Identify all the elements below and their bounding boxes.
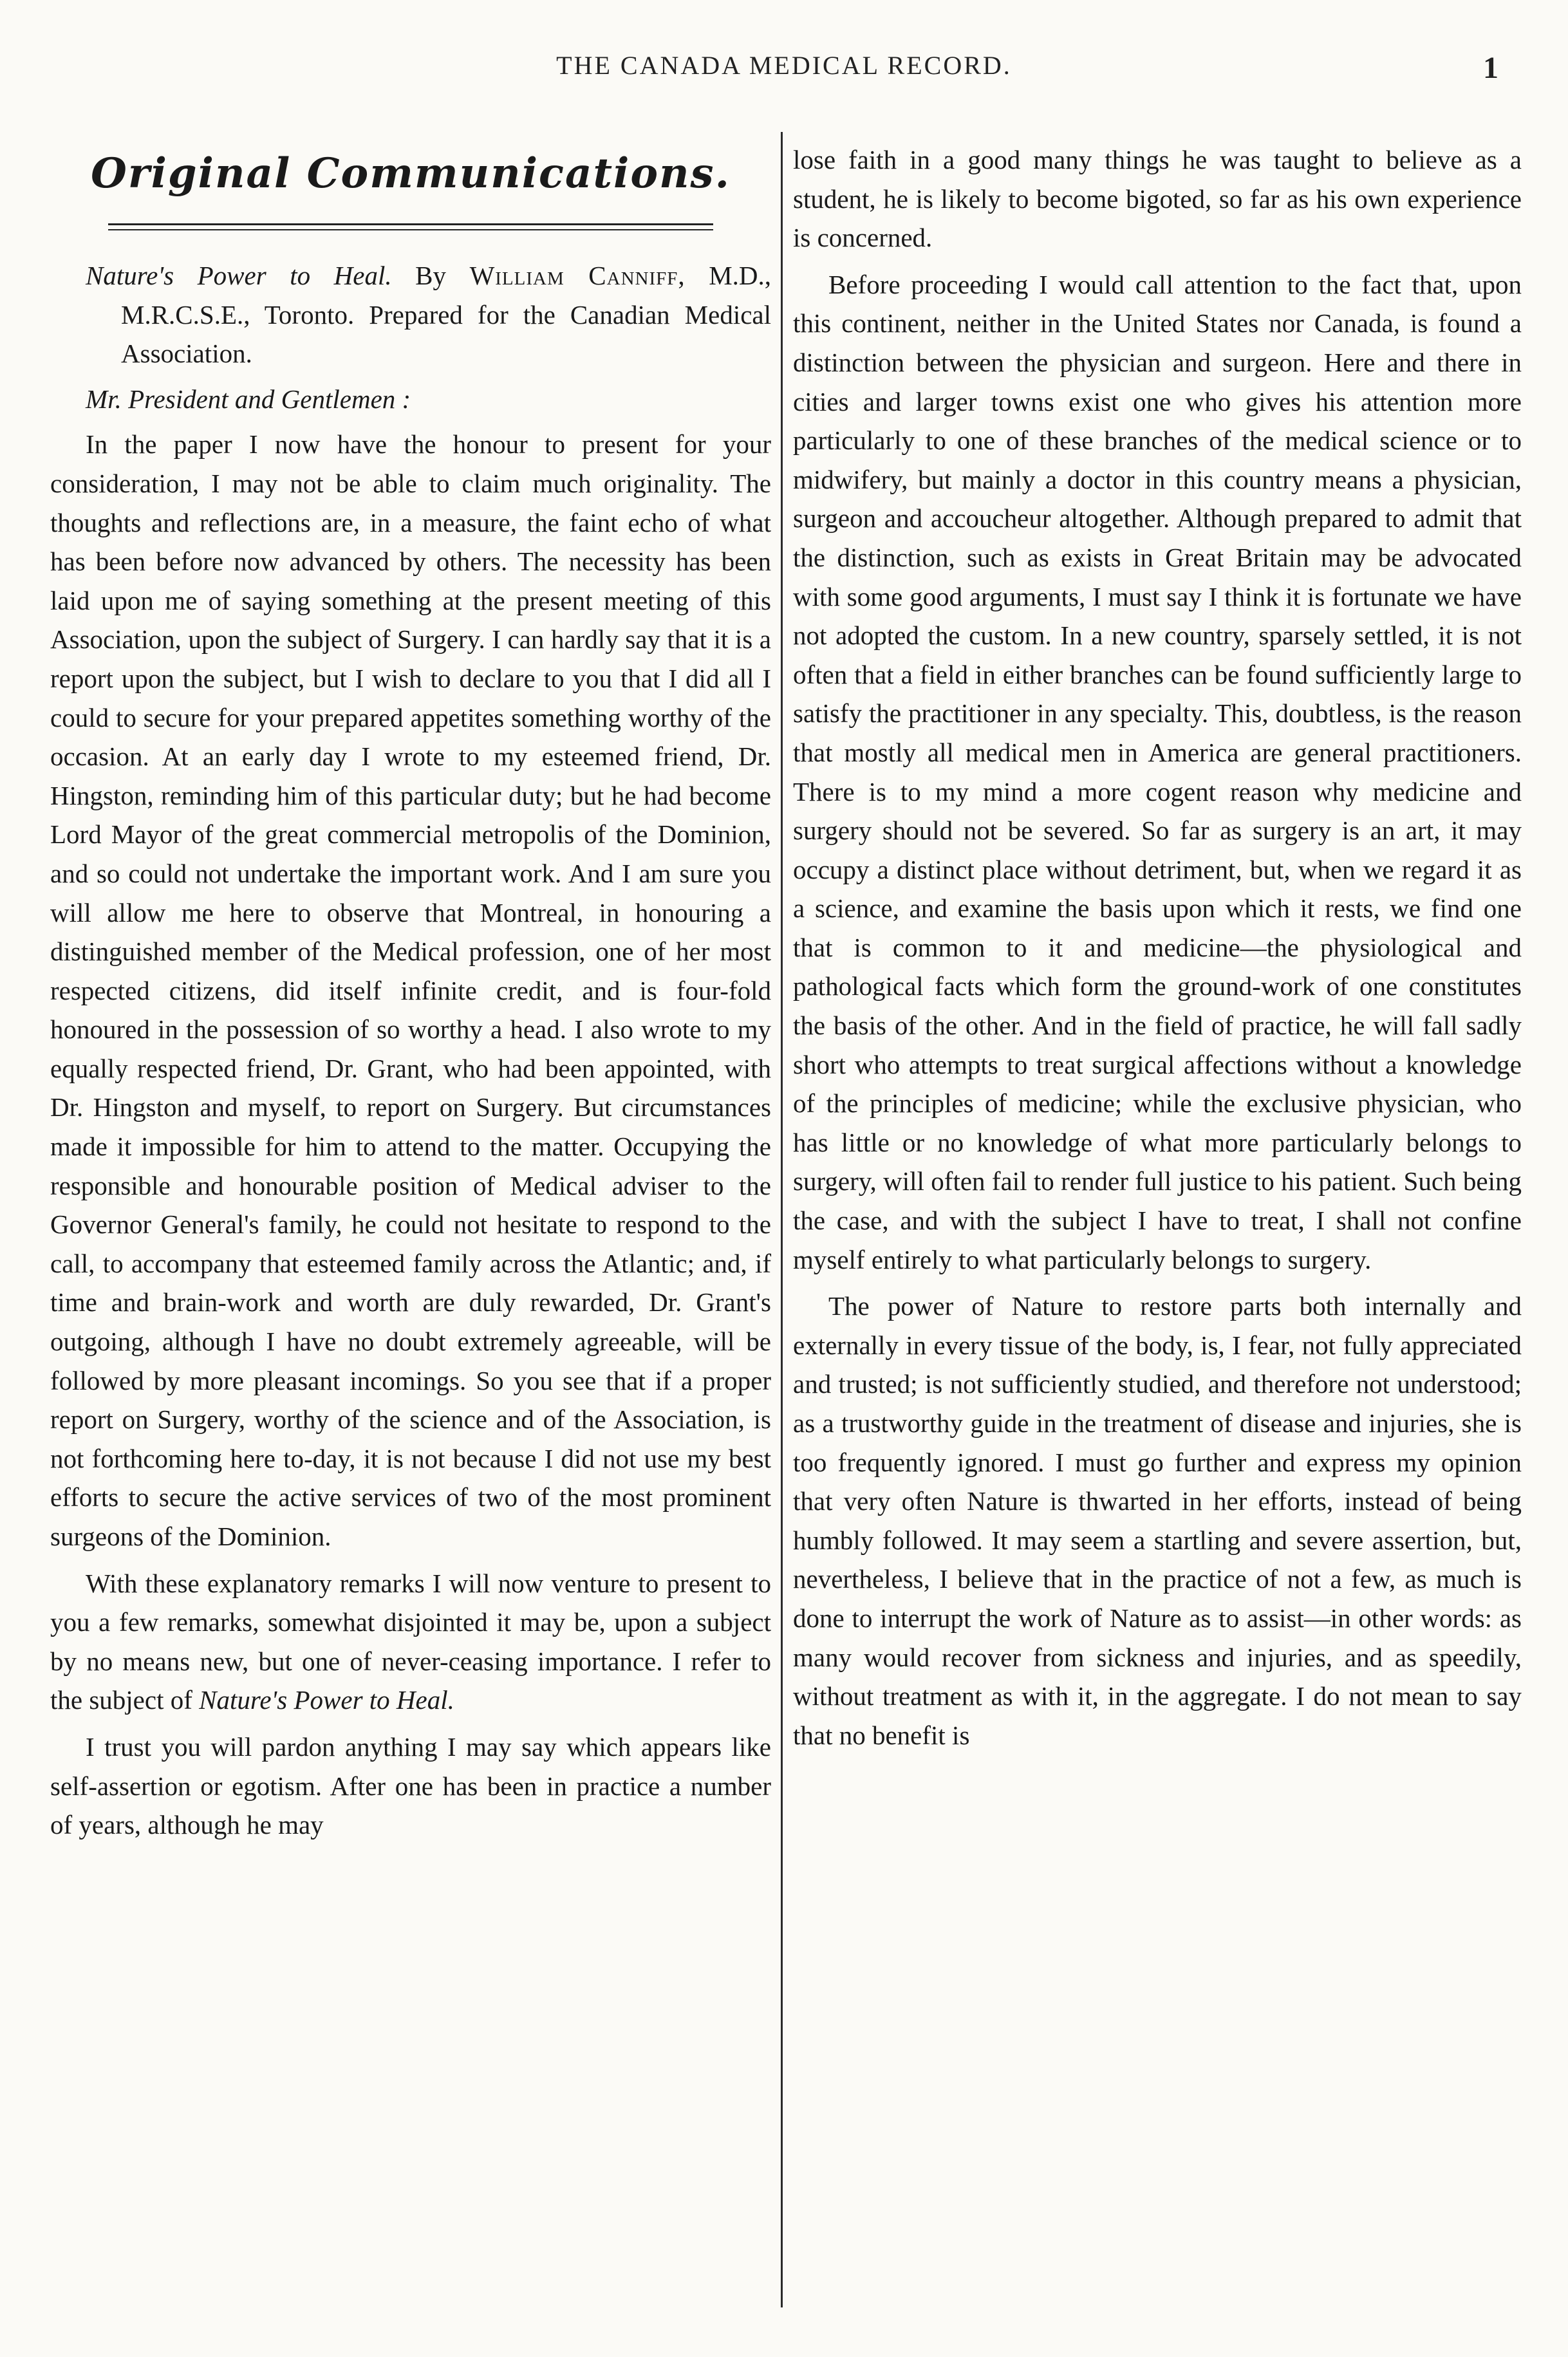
paragraph-text: With these explanatory remarks I will now venture to present to you a few remarks, somewhat disjointed it may be, upon a subject by no means new, but one of never-ceasing importance. I refer to the subject of — [50, 1568, 771, 1715]
article-credentials: M.D., M.R.C.S.E., Toronto. Prepared for the Canadian Medical Association. — [121, 261, 772, 369]
salutation: Mr. President and Gentlemen : — [86, 384, 411, 414]
article-title: Nature's Power to Heal. — [86, 261, 392, 290]
section-title: Original Communications. — [91, 149, 731, 198]
running-head — [0, 50, 1568, 89]
section-rule — [108, 223, 713, 230]
left-column — [50, 132, 771, 1852]
paragraph: lose faith in a good many things he was taught to believe as a student, he is likely to become bigoted, so far as his own experience is concerned. — [793, 145, 1522, 253]
running-title: THE CANADA MEDICAL RECORD. — [556, 51, 1012, 80]
page-number: 1 — [1483, 51, 1498, 85]
paragraph: The power of Nature to restore parts both internally and externally in every tissue of the body, is, I fear, not fully appreciated and trusted; is not sufficiently studied, and therefore not understood; as a trustworthy guide in the treatment of disease and injuries, she is too frequently ignored. I must go further and express my opinion that very often Nature is thwarted in her efforts, instead of being humbly followed. It may seem a startling and severe assertion, but, nevertheless, I believe that in the practice of not a few, as much is done to interrupt the work of Nature as to assist—in other words: as many would recover from sickness and injuries, and as speedily, without treatment as with it, in the aggregate. I do not mean to say that no benefit is — [793, 1291, 1522, 1750]
article-author: William Canniff, — [469, 261, 686, 290]
paragraph — [50, 1564, 771, 1720]
paragraph: In the paper I now have the honour to present for your consideration, I may not be able to claim much originality. The thoughts and reflections are, in a measure, the faint echo of what has been before now advanced by others. The necessity has been laid upon me of saying something at the present meeting of this Association, upon the subject of Surgery. I can hardly say that it is a report upon the subject, but I wish to declare to you that I did all I could to secure for your prepared appetites something worthy of the occasion. At an early day I wrote to my esteemed friend, Dr. Hingston, reminding him of this particular duty; but he had become Lord Mayor of the great commercial metropolis of the Dominion, and so could not undertake the important work. And I am sure you will allow me here to observe that Montreal, in honouring a distinguished member of the Medical profession, one of her most respected citizens, did itself infinite credit, and is four-fold honoured in the possession of so worthy a head. I also wrote to my equally respected friend, Dr. Grant, who had been appointed, with Dr. Hingston and myself, to report on Surgery. But circumstances made it impossible for him to attend to the matter. Occupying the responsible and honourable position of Medical adviser to the Governor General's family, he could not hesitate to respond to the call, to accompany that esteemed family across the Atlantic; and, if time and brain-work and worth are duly rewarded, Dr. Grant's outgoing, although I have no doubt extremely agreeable, will be followed by more pleasant incomings. So you see that if a proper report on Surgery, worthy of the science and of the Association, is not forthcoming here to-day, it is not because I did not use my best efforts to secure the active services of two of the most prominent surgeons of the Dominion. — [50, 429, 771, 1551]
right-column — [793, 140, 1522, 1762]
column-divider — [781, 132, 783, 2307]
byline-by: By — [415, 261, 447, 290]
paragraph: Before proceeding I would call attention to the fact that, upon this continent, neither in the United States nor Canada, is found a distinction between the physician and surgeon. Here and there in cities and larger towns exist one who gives his attention more particularly to one of these branches of the medical science or to midwifery, but mainly a doctor in this country means a physician, surgeon and accoucheur altogether. Although prepared to admit that the distinction, such as exists in Great Britain may be advocated with some good arguments, I must say I think it is fortunate we have not adopted the custom. In a new country, sparsely settled, it is not often that a field in either branches can be found sufficiently large to satisfy the practitioner in any specialty. This, doubtless, is the reason that mostly all medical men in America are general practitioners. There is to my mind a more cogent reason why medicine and surgery should not be severed. So far as surgery is an art, it may occupy a distinct place without detriment, but, when we regard it as a science, and examine the basis upon which it rests, we find one that is common to it and medicine—the physiological and pathological facts which form the ground-work of one constitutes the basis of the other. And in the field of practice, he will fall sadly short who attempts to treat surgical affections without a knowledge of the principles of medicine; while the exclusive physician, who has little or no knowledge of what more particularly belongs to surgery, will often fail to render full justice to his patient. Such being the case, and with the subject I have to treat, I shall not confine myself entirely to what particularly belongs to surgery. — [793, 269, 1522, 1274]
article-byline — [86, 256, 771, 373]
paragraph: I trust you will pardon anything I may say which appears like self-assertion or egotism. After one has been in practice a number of years, although he may — [50, 1731, 771, 1840]
subject-title: Nature's Power to Heal. — [199, 1685, 454, 1715]
